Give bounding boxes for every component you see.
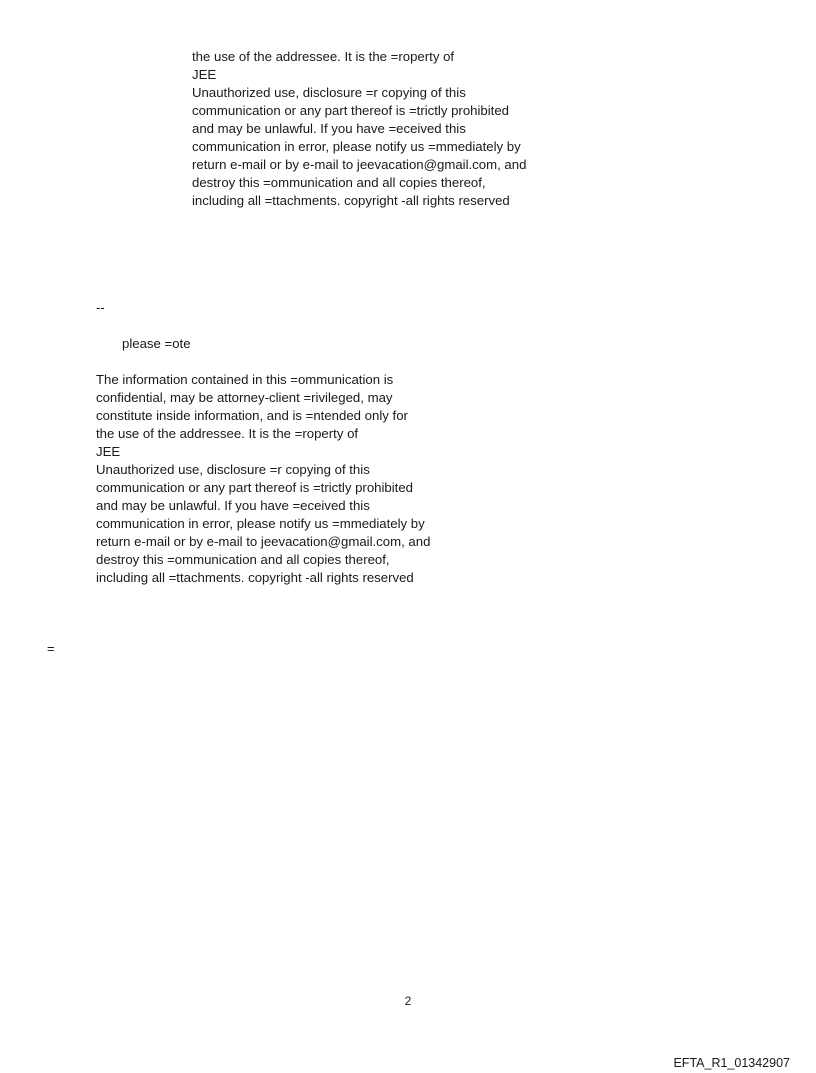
disclaimer-line: including all =ttachments. copyright -all rights reserved [96,570,414,585]
disclaimer-line: communication in error, please notify us =mmediately by [96,516,425,531]
quoted-disclaimer-line: and may be unlawful. If you have =eceived this [192,121,466,136]
disclaimer-line: return e-mail or by e-mail to jeevacation@gmail.com, and [96,534,431,549]
disclaimer-line: The information contained in this =ommunication is [96,372,394,387]
disclaimer-line: the use of the addressee. It is the =roperty of [96,426,359,441]
disclaimer-line: constitute inside information, and is =ntended only for [96,408,408,423]
quoted-disclaimer-line: JEE [192,67,217,82]
page-number: 2 [404,994,412,1008]
disclaimer-line: Unauthorized use, disclosure =r copying of this [96,462,370,477]
disclaimer-line: destroy this =ommunication and all copies thereof, [96,552,390,567]
quoted-disclaimer-line: including all =ttachments. copyright -all rights reserved [192,193,510,208]
quoted-disclaimer-line: communication or any part thereof is =trictly prohibited [192,103,510,118]
quoted-disclaimer-line: the use of the addressee. It is the =roperty of [192,49,455,64]
disclaimer-line: JEE [96,444,121,459]
signature-separator: -- [96,300,105,315]
quoted-disclaimer-line: destroy this =ommunication and all copies thereof, [192,175,486,190]
please-note-text: please =ote [122,336,191,351]
bates-number: EFTA_R1_01342907 [673,1056,790,1070]
disclaimer-line: confidential, may be attorney-client =rivileged, may [96,390,393,405]
disclaimer-line: and may be unlawful. If you have =eceived this [96,498,370,513]
disclaimer-block [96,371,430,587]
disclaimer-line: communication or any part thereof is =trictly prohibited [96,480,414,495]
trailing-equals-mark: = [47,641,55,656]
quoted-disclaimer-line: Unauthorized use, disclosure =r copying of this [192,85,466,100]
quoted-disclaimer-line: return e-mail or by e-mail to jeevacation@gmail.com, and [192,157,527,172]
quoted-disclaimer-line: communication in error, please notify us =mmediately by [192,139,521,154]
quoted-disclaimer-block [192,48,526,210]
